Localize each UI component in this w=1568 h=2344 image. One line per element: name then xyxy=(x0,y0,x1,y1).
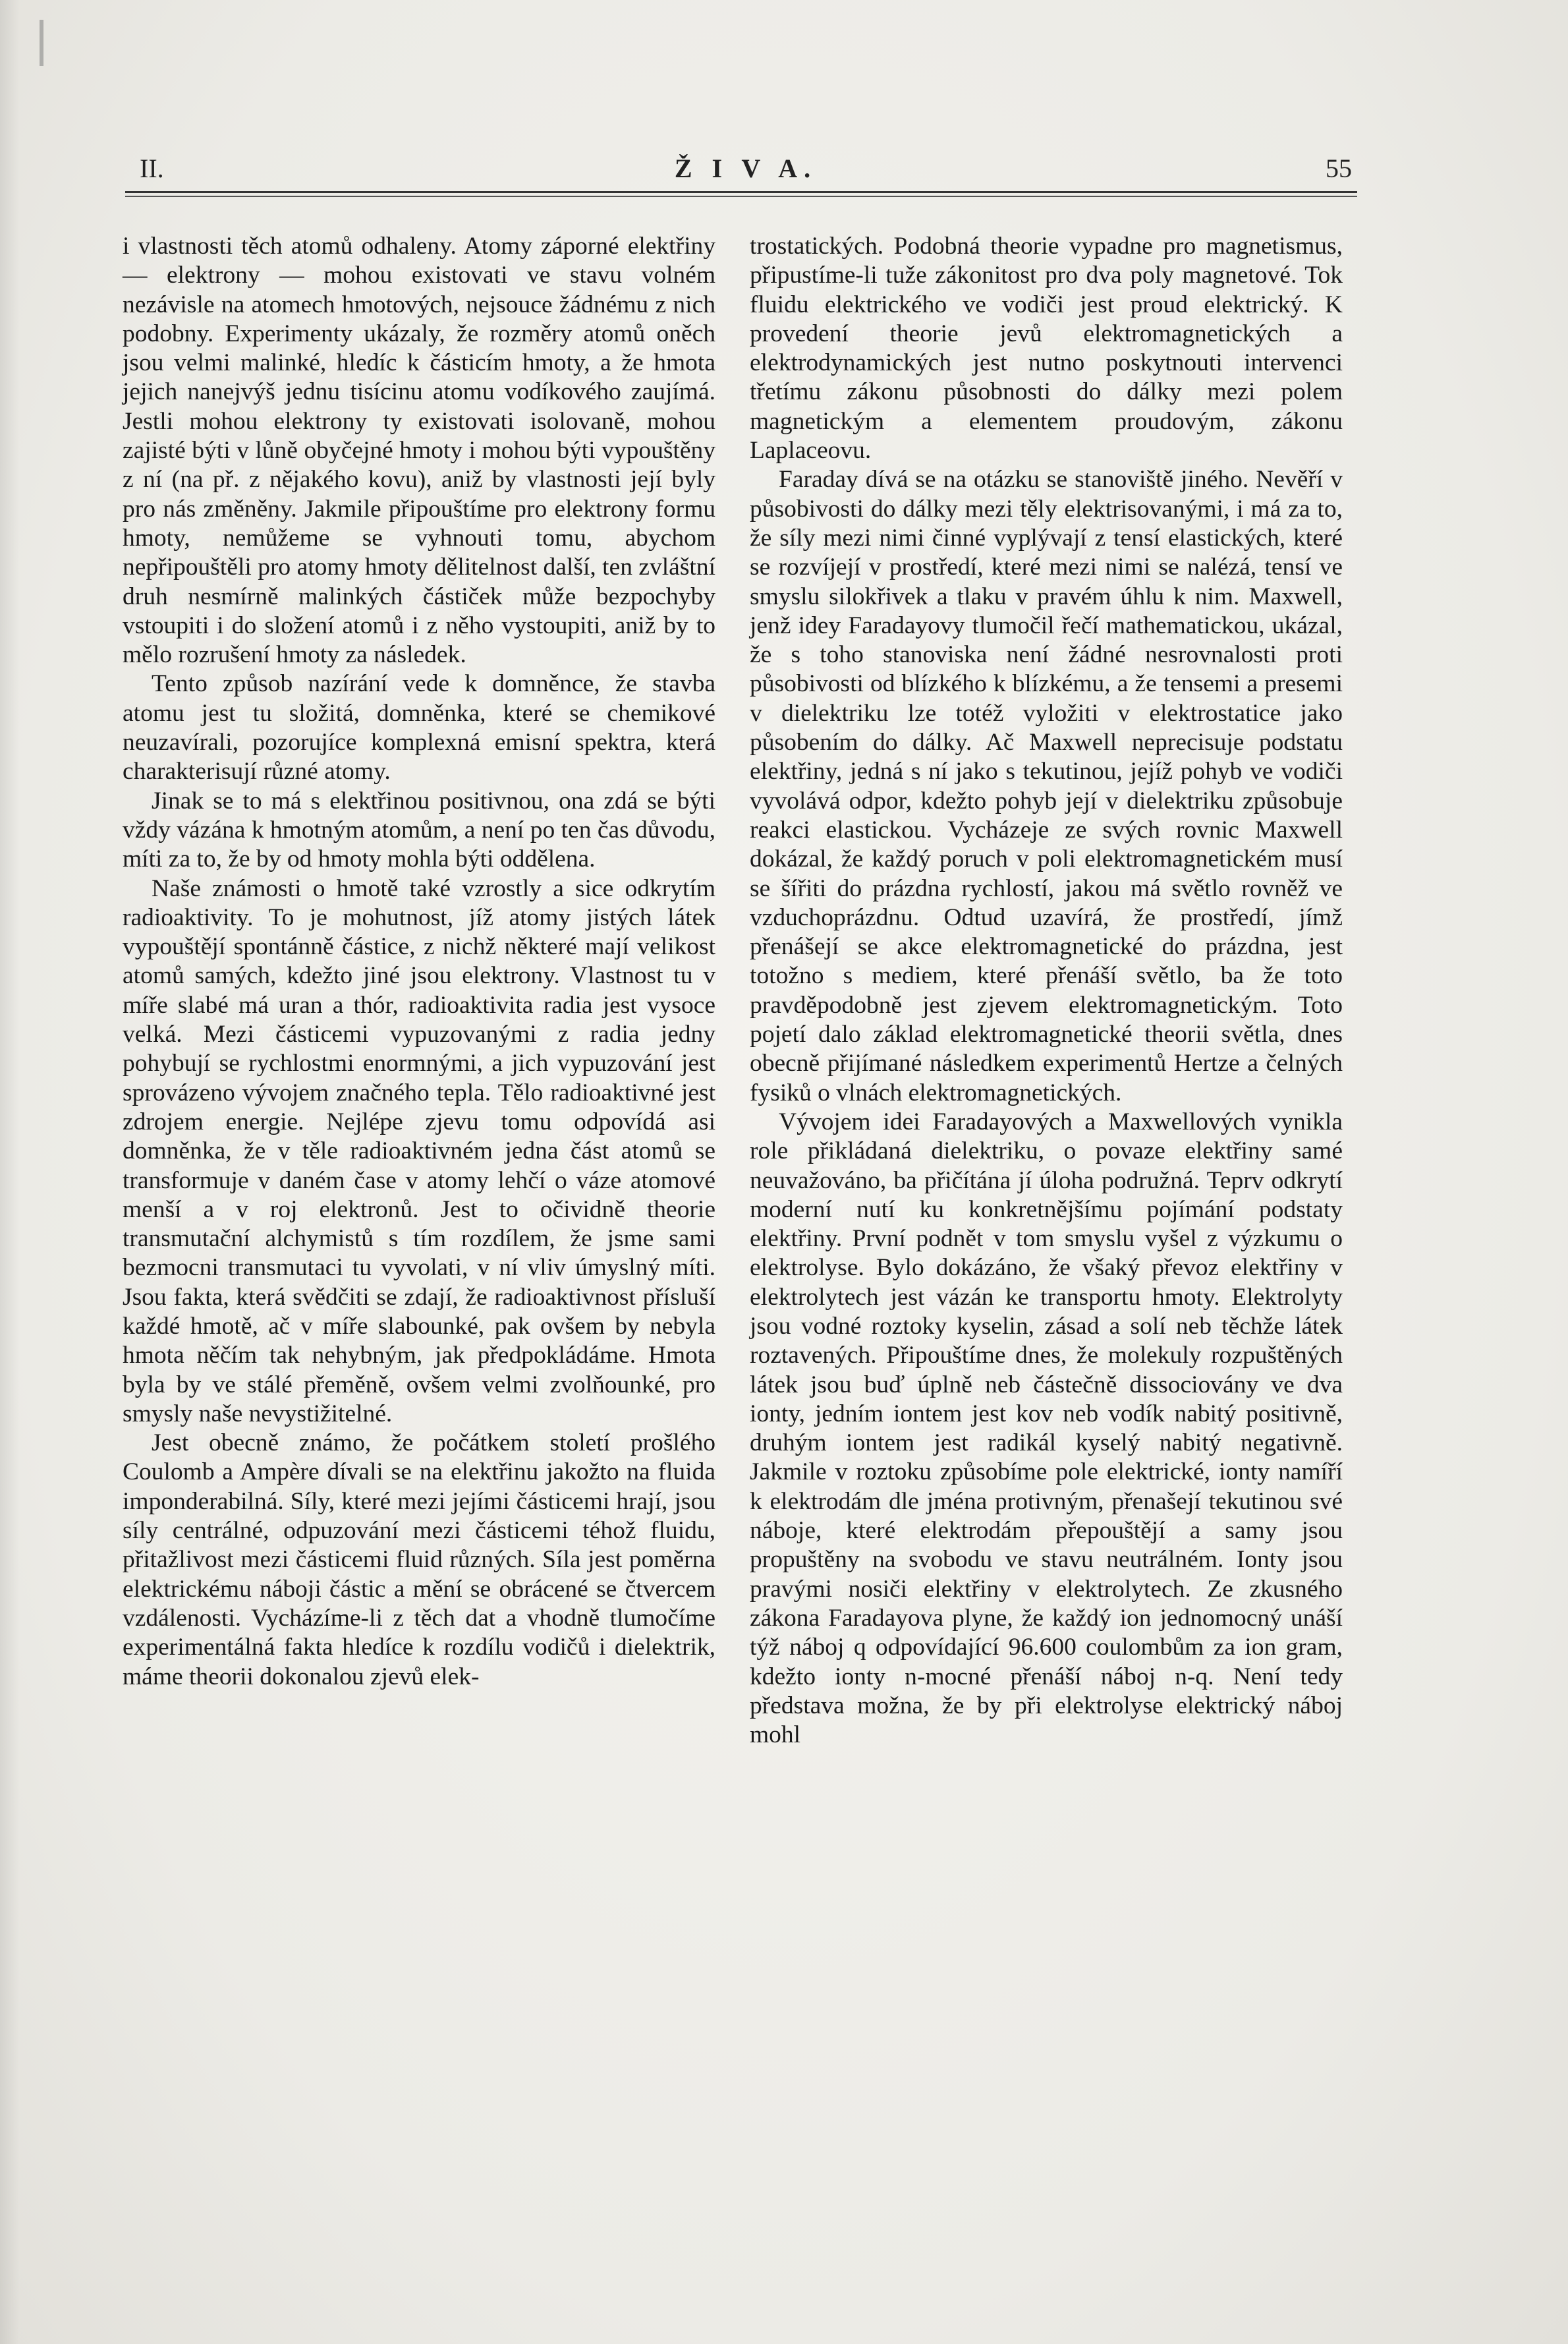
header-rule xyxy=(125,191,1357,193)
running-header xyxy=(140,153,1352,192)
paragraph: Jest obecně známo, že počátkem století prošlého Coulomb a Ampère dívali se na elektřinu jakožto na fluida imponderabilná. Síly, které mezi jejími částicemi hrají, jsou síly centrálné, odpuzování mezi částicemi téhož fluidu, přitažlivost mezi částicemi fluid různých. Síla jest poměrna elektrickému náboji částic a mění se obrácené se čtvercem vzdálenosti. Vycházíme-li z těch dat a vhodně tlumočíme experimentálná fakta hledíce k rozdílu vodičů i dielektrik, máme theorii dokonalou zjevů elek- xyxy=(123,1429,715,1690)
scan-mark xyxy=(40,20,43,66)
paragraph: Vývojem idei Faradayových a Maxwellových vynikla role přikládaná dielektriku, o povaze elektřiny samé neuvažováno, ba přičítána jí úloha podružná. Teprv odkrytí moderní nutí ku konkretnějšímu pojímání podstaty elektřiny. První podnět v tom smyslu vyšel z výzkumu o elektrolyse. Bylo dokázáno, že všaký převoz elektřiny v elektrolytech jest vázán ke transportu hmoty. Elektrolyty jsou vodné roztoky kyselin, zásad a solí neb těchže látek roztavených. Připouštíme dnes, že molekuly rozpuštěných látek jsou buď úplně neb částečně dissociovány ve dva ionty, jedním iontem jest kov neb vodík nabitý positivně, druhým iontem jest radikál kyselý nabitý negativně. Jakmile v roztoku způsobíme pole elektrické, ionty namíří k elektrodám dle jména protivným, přenašejí tekutinou své náboje, které elektrodám přepouštějí a samy jsou propuštěny na svobodu ve stavu neutrálném. Ionty jsou pravými nosiči elektřiny v elektrolytech. Ze zkusného zákona Faradayova plyne, že každý ion jednomocný unáší týž náboj q odpovídající 96.600 coulombům za ion gram, kdežto ionty n-mocné přenáší náboj n-q. Není tedy představa možna, že by při elektrolyse elektrický náboj mohl xyxy=(750,1108,1343,1749)
section-number: II. xyxy=(140,154,164,183)
paragraph: Jinak se to má s elektřinou positivnou, ona zdá se býti vždy vázána k hmotným atomům, a není po ten čas důvodu, míti za to, že by od hmoty mohla býti oddělena. xyxy=(123,787,715,873)
header-rule-thin xyxy=(125,196,1357,197)
paragraph: Faraday dívá se na otázku se stanoviště jiného. Nevěří v působivosti do dálky mezi těly elektrisovanými, i má za to, že síly mezi nimi činné vyplývají z tensí elastických, které se rozvíjejí v prostředí, které mezi nimi se nalézá, tensí ve smyslu silokřivek a tlaku v pravém úhlu k nim. Maxwell, jenž idey Faradayovy tlumočil řečí mathematickou, ukázal, že s toho stanoviska není žádné nesrovnalosti proti působivosti od blízkého k blízkému, a že tensemi a presemi v dielektriku lze totéž vyložiti v elektrostatice jako působením do dálky. Ač Maxwell neprecisuje podstatu elektřiny, jedná s ní jako s tekutinou, jejíž pohyb ve vodiči vyvolává odpor, kdežto pohyb její v dielektriku způsobuje reakci elastickou. Vycházeje ze svých rovnic Maxwell dokázal, že každý poruch v poli elektromagnetickém musí se šířiti do prázdna rychlostí, jakou má světlo rovněž ve vzduchoprázdnu. Odtud uzavírá, že prostředí, jímž přenášejí se akce elektromagnetické do prázdna, jest totožno s mediem, které přenáší světlo, ba že toto pravděpodobně jest zjevem elektromagnetickým. Toto pojetí dalo základ elektromagnetické theorii světla, dnes obecně přijímané následkem experimentů Hertze a čelných fysiků o vlnách elektromagnetických. xyxy=(750,466,1343,1106)
paragraph: trostatických. Podobná theorie vypadne pro magnetismus, připustíme-li tuže zákonitost pro dva poly magnetové. Tok fluidu elektrického ve vodiči jest proud elektrický. K provedení theorie jevů elektromagnetických a elektrodynamických jest nutno poskytnouti intervenci třetímu zákonu působnosti do dálky mezi polem magnetickým a elementem proudovým, zákonu Laplaceovu. xyxy=(750,233,1343,465)
right-column xyxy=(750,232,1343,1750)
page-edge-shadow xyxy=(0,0,20,2344)
journal-title: Ž I V A. xyxy=(674,154,818,183)
paragraph: i vlastnosti těch atomů odhaleny. Atomy záporné elektřiny — elektrony — mohou existovati ve stavu volném nezávisle na atomech hmotových, nejsouce žádnému z nich podobny. Experimenty ukázaly, že rozměry atomů oněch jsou velmi malinké, hledíc k částicím hmoty, a že hmota jejich nanejvýš jednu tisícinu atomu vodíkového zaujímá. Jestli mohou elektrony ty existovati isolovaně, mohou zajisté býti v lůně obyčejné hmoty i mohou býti vypouštěny z ní (na př. z nějakého kovu), aniž by vlastnosti její byly pro nás změněny. Jakmile připouštíme pro elektrony formu hmoty, nemůžeme se vyhnouti tomu, abychom nepřipouštěli pro atomy hmoty dělitelnost další, ten zvláštní druh nesmírně malinkých částiček může bezpochyby vstoupiti i do složení atomů i z něho vystoupiti, aniž by to mělo rozrušení hmoty za následek. xyxy=(123,233,715,669)
paragraph: Tento způsob nazírání vede k domněnce, že stavba atomu jest tu složitá, domněnka, které se chemikové neuzavírali, pozorujíce komplexná emisní spektra, která charakterisují různé atomy. xyxy=(123,670,715,786)
left-column xyxy=(123,232,715,1692)
paragraph: Naše známosti o hmotě také vzrostly a sice odkrytím radioaktivity. To je mohutnost, jíž atomy jistých látek vypouštějí spontánně částice, z nichž některé mají velikost atomů samých, kdežto jiné jsou elektrony. Vlastnost tu v míře slabé má uran a thór, radioaktivita radia jest vysoce velká. Mezi částicemi vypuzovanými z radia jedny pohybují se rychlostmi enormnými, a jich vypuzování jest sprovázeno vývojem značného tepla. Tělo radioaktivné jest zdrojem energie. Nejlépe zjevu tomu odpovídá asi domněnka, že v těle radioaktivném jedna část atomů se transformuje v daném čase v atomy lehčí o váze atomové menší a v roj elektronů. Jest to očividně theorie transmutační alchymistů s tím rozdílem, že jsme sami bezmocni transmutaci tu vyvolati, v ní vliv úmyslný míti. Jsou fakta, která svědčiti se zdají, že radioaktivnost přísluší každé hmotě, ač v míře slabounké, pak ovšem by nebyla hmota něčím tak nehybným, jak předpokládáme. Hmota byla by ve stálé přeměně, ovšem velmi zvolňounké, pro smysly naše nevystižitelné. xyxy=(123,874,715,1427)
page-number: 55 xyxy=(1326,154,1352,183)
